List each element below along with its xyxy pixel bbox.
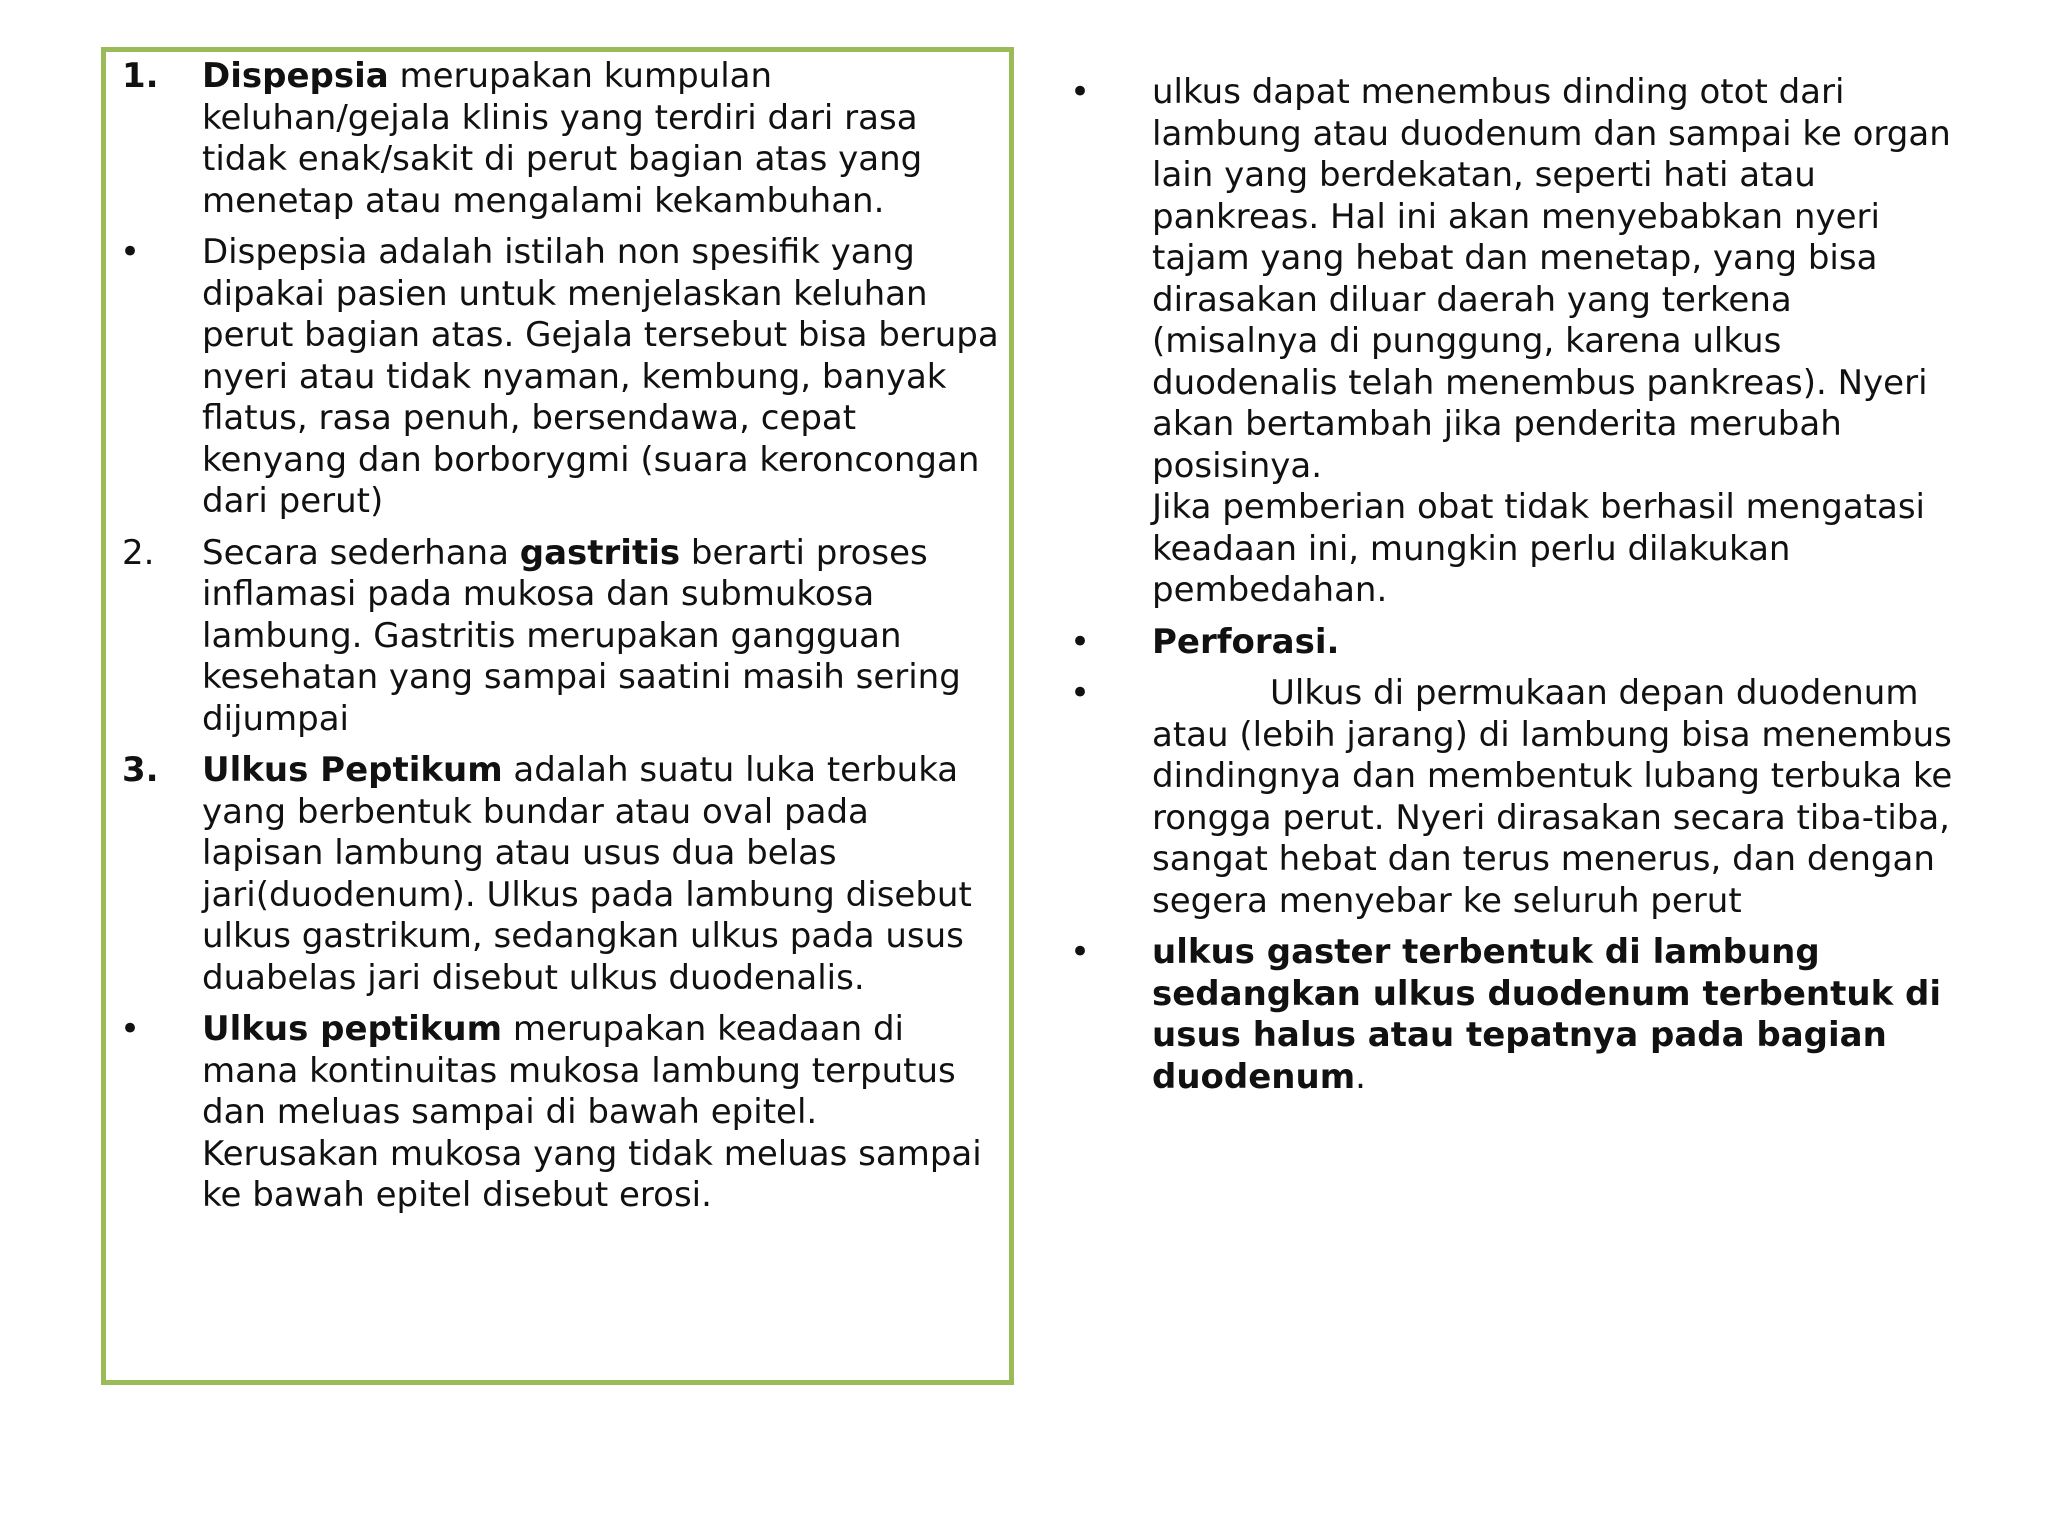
item-text: adalah suatu luka terbuka yang berbentuk bundar atau oval pada lapisan lambung atau usus dua belas jari(duodenum). Ulkus pada lambung disebut ulkus gastrikum, sedangkan ulkus pada usus duabelas jari disebut ulkus duodenalis. bbox=[202, 750, 972, 998]
item-text-first-line: Ulkus di permukaan depan duodenum bbox=[1270, 673, 1919, 713]
item-text: Dispepsia adalah istilah non spesifik yang dipakai pasien untuk menjelaskan keluhan perut bagian atas. Gejala tersebut bisa berupa nyeri atau tidak nyaman, kembung, banyak flatus, rasa penuh, bersendawa, cepat kenyang dan borborygmi (suara keroncongan dari perut) bbox=[202, 232, 999, 521]
term-ulkus-peptikum: Ulkus Peptikum bbox=[202, 750, 503, 790]
list-number: 1. bbox=[122, 56, 159, 96]
left-column bbox=[120, 56, 1000, 1227]
list-item-ulkus-penetrasi bbox=[1062, 72, 1967, 612]
bullet-icon: • bbox=[1070, 621, 1091, 662]
term-perforasi: Perforasi. bbox=[1152, 621, 1340, 662]
list-item-ulkus-peptikum bbox=[120, 750, 1000, 999]
bullet-icon: • bbox=[1070, 673, 1091, 713]
bullet-icon: • bbox=[1070, 72, 1091, 112]
list-item-dispepsia bbox=[120, 56, 1000, 222]
list-item-dispepsia-detail bbox=[120, 232, 1000, 523]
term-ulkus-peptikum-lower: Ulkus peptikum bbox=[202, 1009, 503, 1049]
right-column bbox=[1062, 72, 1967, 1108]
item-text: ulkus dapat menembus dinding otot dari lambung atau duodenum dan sampai ke organ lain yang berdekatan, seperti hati atau pankreas. Hal ini akan menyebabkan nyeri tajam yang hebat dan menetap, yang bisa dirasakan diluar daerah yang terkena (misalnya di punggung, karena ulkus duodenalis telah menembus pankreas). Nyeri akan bertambah jika penderita merubah posisinya. bbox=[1152, 72, 1951, 486]
term-gastritis: gastritis bbox=[519, 532, 681, 573]
list-item-perforasi-detail bbox=[1062, 673, 1967, 922]
list-item-ulkus-gaster bbox=[1062, 932, 1967, 1098]
list-number: 3. bbox=[122, 750, 159, 790]
list-item-ulkus-peptikum-detail bbox=[120, 1009, 1000, 1217]
item-text: merupakan kumpulan keluhan/gejala klinis yang terdiri dari rasa tidak enak/sakit di perut bagian atas yang menetap atau mengalami kekambuhan. bbox=[202, 56, 923, 221]
list-item-gastritis bbox=[120, 533, 1000, 741]
term-dispepsia: Dispepsia bbox=[202, 56, 389, 96]
list-item-perforasi-heading bbox=[1062, 622, 1967, 664]
bullet-icon: • bbox=[120, 232, 141, 272]
item-text-continued: Jika pemberian obat tidak berhasil mengatasi keadaan ini, mungkin perlu dilakukan pembedahan. bbox=[1152, 487, 1926, 610]
item-text-tail: . bbox=[1355, 1056, 1366, 1097]
item-text: berarti proses inflamasi pada mukosa dan submukosa lambung. Gastritis merupakan gangguan kesehatan yang sampai saatini masih sering dijumpai bbox=[202, 532, 961, 739]
item-text-bold: ulkus gaster terbentuk di lambung sedangkan ulkus duodenum terbentuk di usus halus atau tepatnya pada bagian duodenum bbox=[1152, 932, 1942, 1097]
item-text: merupakan keadaan di mana kontinuitas mukosa lambung terputus dan meluas sampai di bawah epitel. Kerusakan mukosa yang tidak meluas sampai ke bawah epitel disebut erosi. bbox=[202, 1009, 982, 1215]
bullet-icon: • bbox=[1070, 932, 1091, 972]
item-text: atau (lebih jarang) di lambung bisa menembus dindingnya dan membentuk lubang terbuka ke rongga perut. Nyeri dirasakan secara tiba-tiba, sangat hebat dan terus menerus, dan dengan segera menyebar ke seluruh perut bbox=[1152, 714, 1953, 921]
list-number: 2. bbox=[122, 532, 155, 573]
bullet-icon: • bbox=[120, 1009, 141, 1049]
item-text-pre: Secara sederhana bbox=[202, 532, 520, 573]
